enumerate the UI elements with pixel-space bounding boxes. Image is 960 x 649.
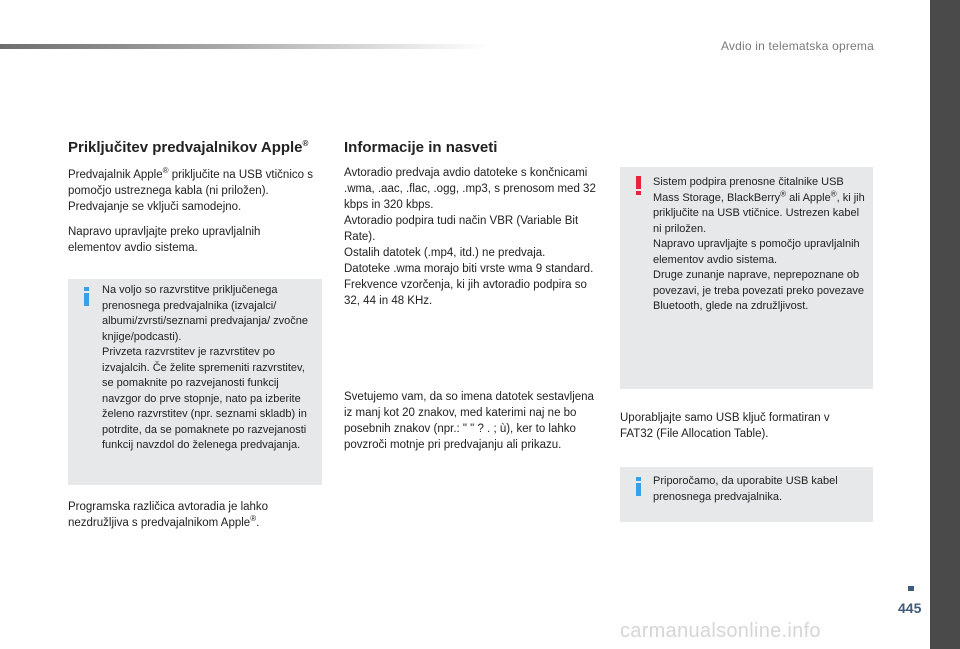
text-part: Programska različica avtoradia je lahko nezdružljiva s predvajalnikom Apple <box>68 501 269 529</box>
side-tab-bar <box>930 0 960 649</box>
info-box-sorting <box>68 279 322 485</box>
info-text-sorting: Na voljo so razvrstitve priključenega prenosnega predvajalnika (izvajalci/ albumi/zvrsti/seznami predvajanja/ zvočne knjige/podcasti). Privzeta razvrstitev je razvrstitev po izvajalcih. Če želite spremeniti razvrstitev, se pomaknite po razvejanosti funkcij navzgor do prve stopnje, nato pa izberite želeno razvrstitev (npr. seznami skladb) in potrdite, da se pomaknete po razvejanosti funkcij navzdol do želenega predvajanja. <box>102 284 309 451</box>
header-decoration-bar <box>0 44 490 49</box>
info-text-usb-cable: Priporočamo, da uporabite USB kabel prenosnega predvajalnika. <box>653 475 838 503</box>
paragraph-file-names: Svetujemo vam, da so imena datotek sestavljena iz manj kot 20 znakov, med katerimi naj ne bo posebnih znakov (npr.: " " ? . ; ù), ker to lahko povzroči motnje pri predvajanju ali prikazu. <box>344 391 594 451</box>
sup-mark: ® <box>830 188 837 198</box>
sup-mark: ® <box>162 166 169 176</box>
heading-info-tips: Informacije in nasveti <box>344 139 498 156</box>
paragraph-audio-formats: Avtoradio predvaja avdio datoteke s končnicami .wma, .aac, .flac, .ogg, .mp3, s prenosom med 32 kbps in 320 kbps. Avtoradio podpira tudi način VBR (Variable Bit Rate). Ostalih datotek (.mp4, itd.) ne predvaja. Datoteke .wma morajo biti vrste wma 9 standard. Frekvence vzorčenja, ki jih avtoradio podpira so 32, 44 in 48 KHz. <box>344 167 596 307</box>
heading-text: Priključitev predvajalnikov Apple <box>68 139 303 156</box>
warning-icon <box>636 176 641 195</box>
text-part: Sistem podpira prenosne čitalnike USB Mass Storage, BlackBerry <box>653 176 844 204</box>
info-box-usb-cable <box>620 467 873 522</box>
page-header-title: Avdio in telematska oprema <box>720 39 874 53</box>
warning-box-usb <box>620 167 873 389</box>
sup-mark: ® <box>780 188 787 198</box>
heading-sup: ® <box>302 139 309 148</box>
paragraph-control: Napravo upravljajte preko upravljalnih elementov avdio sistema. <box>68 226 261 254</box>
page-marker <box>908 586 914 591</box>
sup-mark: ® <box>250 514 257 524</box>
warning-text-usb <box>653 175 869 315</box>
text-part: , ki jih priključite na USB vtičnice. Ustrezen kabel ni priložen. Napravo upravljajte s pomočjo upravljalnih elementov avdio sistema. Druge zunanje naprave, neprepoznane ob povezavi, je treba povezati preko povezave Bluetooth, glede na združljivost. <box>653 191 865 312</box>
text-part: ali Apple <box>786 191 831 204</box>
heading-apple-players <box>68 139 328 156</box>
paragraph-connect-apple <box>68 167 328 215</box>
paragraph-software-version <box>68 499 308 531</box>
text-part: . <box>256 517 260 529</box>
page-number: 445 <box>898 600 922 616</box>
info-icon <box>84 287 89 306</box>
text-part: Predvajalnik Apple <box>68 169 163 181</box>
info-icon <box>636 477 641 496</box>
paragraph-fat32: Uporabljajte samo USB ključ formatiran v FAT32 (File Allocation Table). <box>620 412 830 440</box>
watermark: carmanualsonline.info <box>620 620 821 642</box>
text-part: priključite na USB vtičnico s pomočjo ustreznega kabla (ni priložen). Predvajanje se vključi samodejno. <box>68 169 313 213</box>
